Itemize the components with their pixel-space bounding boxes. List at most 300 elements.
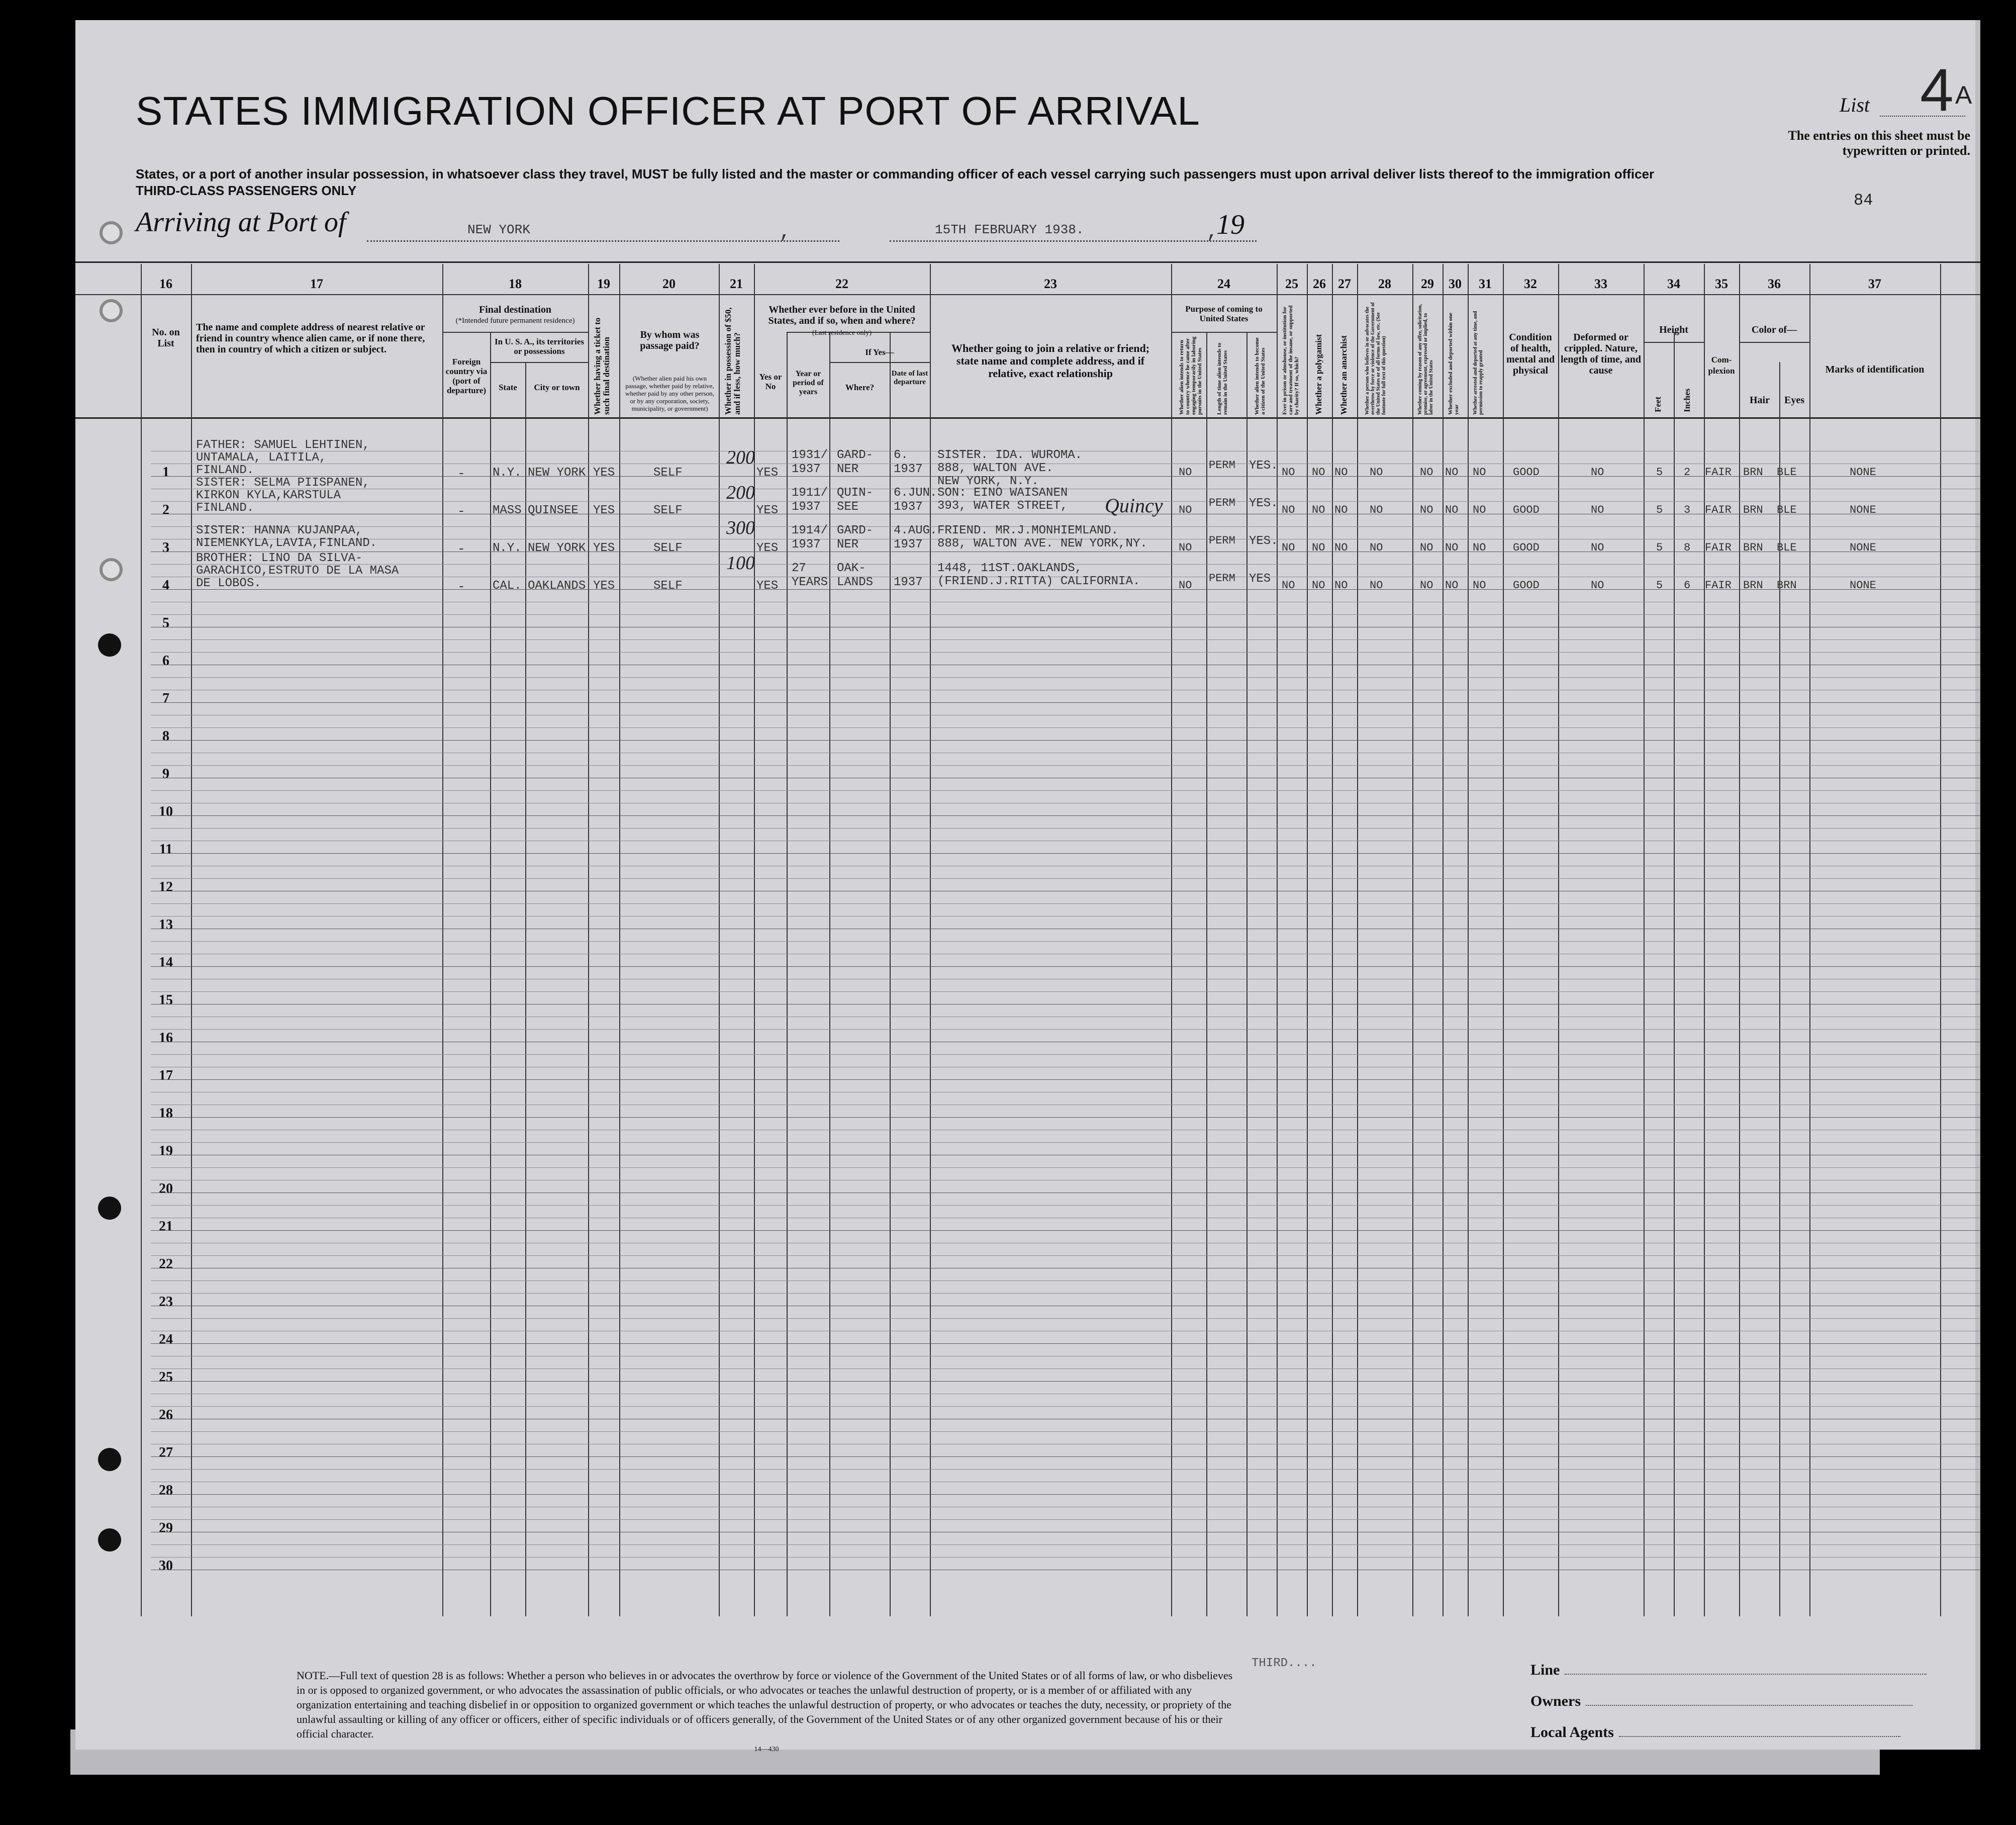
row-number: 12 [159, 879, 173, 895]
subheader-rule [490, 362, 588, 363]
binder-hole [98, 1528, 121, 1552]
prison: NO [1282, 579, 1295, 592]
where: GARD- [837, 524, 874, 537]
purpose-citizen: YES. [1249, 534, 1278, 548]
col-number: 22 [835, 277, 848, 291]
col-rule [1246, 332, 1247, 1616]
purpose-length: PERM [1209, 534, 1235, 547]
row-number: 11 [159, 842, 173, 857]
handwritten-amount-3: 300 [726, 517, 755, 538]
header-bottom-rule [75, 417, 1980, 419]
ruling-line [151, 1318, 1980, 1319]
col-number: 31 [1479, 277, 1492, 291]
year-period: 1937 [792, 463, 821, 476]
where: GARD- [837, 448, 874, 462]
header-purpose-a: Whether alien intends to return to country whence he came after engaging temporarily in laboring pursuits in the United States [1179, 336, 1203, 415]
ticket: YES [593, 541, 615, 555]
deformed: NO [1591, 466, 1604, 479]
purpose-citizen: YES. [1249, 459, 1278, 473]
row-number: 28 [159, 1483, 173, 1498]
header-possession-50: Whether in possession of $50, and if less, how much? [723, 307, 742, 415]
row-number: 3 [162, 540, 169, 556]
where: QUIN- [837, 486, 874, 500]
foreign-country: - [457, 504, 465, 519]
col-rule [442, 264, 443, 1616]
relative-line: FINLAND. [196, 464, 254, 477]
foreign-country: - [457, 466, 465, 481]
prison: NO [1282, 504, 1295, 516]
list-number: 4 [1920, 56, 1954, 124]
binder-hole [98, 1197, 121, 1220]
offer: NO [1420, 466, 1433, 479]
table-top-rule [75, 261, 1980, 263]
col-number: 27 [1338, 277, 1351, 291]
ruling-line [151, 903, 1980, 904]
ruling-line [151, 740, 1980, 741]
relative-line: BROTHER: LINO DA SILVA- [196, 552, 363, 565]
handwritten-amount-4: 100 [726, 553, 755, 574]
binder-hole [98, 1448, 121, 1471]
header-purpose-c: Whether alien intends to become a citizen of the United States [1254, 337, 1266, 415]
ever-before: YES [756, 466, 779, 480]
purpose-return: NO [1179, 541, 1192, 554]
row-number: 21 [159, 1219, 173, 1234]
purpose-citizen: YES. [1249, 497, 1278, 510]
ruling-line [151, 727, 1980, 728]
where: NER [837, 463, 859, 476]
feet: 5 [1656, 541, 1663, 554]
col-number: 32 [1524, 277, 1537, 291]
hair: BRN [1743, 466, 1763, 479]
year-period: 27 [792, 562, 806, 575]
state: CAL. [493, 579, 522, 593]
row-number: 18 [159, 1106, 173, 1121]
class-stamp: THIRD.... [1252, 1657, 1317, 1670]
join-relative: 1448, 11ST.OAKLANDS, [937, 562, 1083, 575]
column-number-rule [75, 294, 1980, 295]
header-condition: Condition of health, mental and physical [1506, 332, 1555, 376]
date-departure: 4.AUG. [894, 524, 937, 537]
date-departure: 6.JUN. [894, 486, 937, 500]
ruling-line [151, 1054, 1980, 1055]
purpose-return: NO [1179, 579, 1192, 592]
sheet-number: 84 [1854, 191, 1873, 210]
ruling-line [151, 1343, 1980, 1344]
feet: 5 [1656, 466, 1663, 479]
ruling-line [151, 828, 1980, 829]
feet: 5 [1656, 504, 1663, 516]
polygamist: NO [1312, 541, 1325, 554]
row-number: 30 [159, 1558, 173, 1574]
purpose-length: PERM [1209, 459, 1235, 472]
eyes: BLE [1777, 504, 1797, 516]
col-number: 24 [1217, 277, 1230, 291]
col-number: 25 [1285, 277, 1298, 291]
header-year-period: Year or period of years [793, 370, 824, 396]
header-purpose: Purpose of coming to United States [1185, 304, 1263, 323]
ruling-line [151, 1142, 1980, 1143]
relative-line: SISTER: HANNA KUJANPAA, [196, 524, 363, 537]
marks: NONE [1850, 466, 1876, 479]
header-ticket: Whether having a ticket to such final destination [593, 317, 611, 415]
header-prison: Ever in prison or almshouse, or institution for care and treatment of the insane, or supported by charity? If so, which? [1282, 305, 1300, 415]
join-relative: SISTER. IDA. WUROMA. [937, 448, 1083, 462]
col-number: 19 [597, 277, 610, 291]
ruling-line [151, 1167, 1980, 1168]
header-city: City or town [534, 383, 580, 392]
marks: NONE [1850, 541, 1876, 554]
binder-ring [100, 299, 123, 322]
join-relative: 888, WALTON AVE. [937, 462, 1053, 475]
header-anarchist: Whether an anarchist [1339, 335, 1349, 415]
footer-agents-label: Local Agents [1530, 1724, 1614, 1741]
ruling-line [151, 991, 1980, 992]
col-number: 20 [662, 277, 676, 291]
complexion: FAIR [1705, 579, 1732, 592]
join-relative: NEW YORK, N.Y. [937, 475, 1039, 488]
city: NEW YORK [528, 466, 586, 480]
col-number: 30 [1449, 277, 1462, 291]
subtitle [136, 166, 1744, 199]
ruling-line [151, 1557, 1980, 1558]
ruling-line [151, 1456, 1980, 1457]
deported: NO [1473, 579, 1486, 592]
col-rule [1443, 264, 1444, 1616]
col-number: 23 [1044, 277, 1057, 291]
header-passage-note: (Whether alien paid his own passage, whether paid by relative, whether paid by any other person, or by any corporation, society, municipality, or government) [625, 375, 714, 412]
col-rule [588, 264, 589, 1616]
subheader-rule [829, 362, 930, 363]
ruling-line [151, 1079, 1980, 1080]
year-period: 1937 [792, 538, 821, 552]
ever-before: YES [756, 541, 779, 555]
col-rule [525, 362, 526, 1616]
col-rule [1332, 264, 1333, 1616]
final-destination-title: Final destination [479, 304, 551, 315]
year-period: 1937 [792, 500, 821, 514]
relative-line: FATHER: SAMUEL LEHTINEN, [196, 438, 370, 452]
date-departure: 1937 [894, 538, 923, 552]
offer: NO [1420, 504, 1433, 516]
col-rule [619, 264, 620, 1616]
anarchist: NO [1334, 504, 1348, 516]
eyes: BRN [1777, 579, 1797, 592]
excluded: NO [1445, 541, 1459, 554]
join-relative: (FRIEND.J.RITTA) CALIFORNIA. [937, 575, 1140, 588]
relative-line: NIEMENKYLA,LAVIA,FINLAND. [196, 536, 377, 550]
header-height: Height [1659, 324, 1688, 335]
header-final-destination [445, 304, 586, 326]
binder-ring [100, 221, 123, 244]
col-number: 18 [509, 277, 522, 291]
excluded: NO [1445, 466, 1459, 479]
health: GOOD [1513, 504, 1540, 516]
header-passage-paid: By whom was passage paid? [640, 329, 700, 351]
manifest-sheet [75, 20, 1980, 1753]
row-number: 7 [162, 691, 169, 706]
where: OAK- [837, 562, 866, 575]
deported: NO [1473, 504, 1486, 516]
header-nearest-relative: The name and complete address of nearest relative or friend in country whence alien came, or if none there, then in country of which a citizen or subject. [196, 322, 425, 355]
purpose-length: PERM [1209, 497, 1235, 509]
header-state: State [499, 383, 517, 392]
date-departure: 1937 [894, 576, 923, 589]
overthrow: NO [1370, 541, 1383, 554]
header-last-residence: (Last residence only) [812, 329, 872, 337]
col-number: 33 [1594, 277, 1607, 291]
relative-line: GARACHICO,ESTRUTO DE LA MASA [196, 564, 399, 578]
col-number: 34 [1667, 277, 1680, 291]
ruling-line [151, 1469, 1980, 1470]
ruling-line [151, 941, 1980, 942]
col-rule [141, 264, 142, 1616]
row-number: 10 [159, 804, 173, 819]
subheader-rule [1739, 342, 1809, 343]
anarchist: NO [1334, 579, 1348, 592]
passage-paid: SELF [653, 466, 683, 480]
col-number: 29 [1421, 277, 1434, 291]
header-where: Where? [845, 383, 875, 392]
deformed: NO [1591, 579, 1604, 592]
ruling-line [151, 1381, 1980, 1382]
header-inches: Inches [1682, 388, 1692, 412]
year-period: YEARS [792, 576, 828, 589]
excluded: NO [1445, 579, 1459, 592]
ruling-line [151, 1230, 1980, 1231]
marks: NONE [1850, 504, 1876, 516]
where: LANDS [837, 576, 874, 589]
col-rule [787, 332, 788, 1616]
eyes: BLE [1777, 541, 1797, 554]
arrival-date: 15TH FEBRUARY 1938. [935, 222, 1084, 237]
header-foreign-country: Foreign country via (port of departure) [445, 357, 488, 395]
header-overthrow: Whether a person who believes in or advocates the overthrow by force or violence of the Government of the United States or of all forms of law, etc. (See footnote for full text of this question) [1365, 302, 1387, 415]
ruling-line [151, 652, 1980, 653]
header-polygamist: Whether a polygamist [1314, 334, 1323, 415]
year-period: 1914/ [792, 524, 828, 537]
date-departure: 1937 [894, 463, 923, 476]
list-label: List [1840, 94, 1870, 116]
subheader-rule [1644, 342, 1704, 343]
purpose-return: NO [1179, 466, 1192, 479]
col-rule [1468, 264, 1469, 1616]
purpose-citizen: YES [1249, 572, 1271, 586]
deformed: NO [1591, 541, 1604, 554]
col-rule [1206, 332, 1207, 1616]
ruling-line [151, 878, 1980, 879]
row-number: 4 [162, 578, 169, 593]
footer-owners [1530, 1693, 1927, 1724]
binder-ring [100, 558, 123, 581]
foreign-country: - [457, 579, 465, 594]
col-rule [1644, 264, 1645, 1616]
ruling-line [151, 1205, 1980, 1206]
hair: BRN [1743, 504, 1763, 516]
col-number: 21 [730, 277, 743, 291]
polygamist: NO [1312, 579, 1325, 592]
col-rule [1171, 264, 1172, 1616]
city: OAKLANDS [528, 579, 586, 593]
ruling-line [151, 916, 1980, 917]
col-rule [890, 332, 891, 1616]
inches: 8 [1684, 541, 1691, 554]
header-coming-by-offer: Whether coming by reason of any offer, solicitation, promise, or agreement, expressed or implied, to labor in the United States [1417, 304, 1434, 415]
footer-agents [1530, 1724, 1927, 1755]
marks: NONE [1850, 579, 1876, 592]
handwritten-quincy: Quincy [1105, 494, 1163, 517]
ruling-line [151, 1494, 1980, 1495]
header-if-yes: If Yes— [865, 347, 894, 357]
col-rule [1558, 264, 1559, 1616]
ticket: YES [593, 579, 615, 593]
row-number: 20 [159, 1181, 173, 1197]
health: GOOD [1513, 579, 1540, 592]
subtitle-instructions: States, or a port of another insular possession, in whatsoever class they travel, MUST be fully listed and the master or commanding officer of each vessel carrying such passengers must upon arrival deliver lists thereof to the immigration officer [136, 166, 1655, 181]
footnote [297, 1668, 1236, 1757]
ruling-line [151, 966, 1980, 967]
port-line [367, 240, 839, 242]
passage-paid: SELF [653, 579, 683, 593]
join-relative: FRIEND. MR.J.MONHIEMLAND. [937, 524, 1119, 537]
complexion: FAIR [1705, 466, 1732, 479]
join-relative: 393, WATER STREET, [937, 499, 1068, 513]
overthrow: NO [1370, 579, 1383, 592]
footer-line-label: Line [1530, 1662, 1560, 1678]
arriving-label: Arriving at Port of [136, 207, 346, 238]
relative-line: KIRKON KYLA,KARSTULA [196, 489, 341, 502]
comma-2: , [1206, 221, 1219, 244]
row-number: 25 [159, 1370, 173, 1385]
header-hair: Hair [1750, 395, 1770, 406]
relative-line: FINLAND. [196, 501, 254, 515]
row-number: 13 [159, 917, 173, 933]
row-number: 27 [159, 1445, 173, 1461]
list-note: The entries on this sheet must be typewritten or printed. [1788, 128, 1970, 158]
complexion: FAIR [1705, 504, 1732, 516]
header-color-of: Color of— [1751, 324, 1797, 335]
purpose-length: PERM [1209, 572, 1235, 585]
ruling-line [151, 1293, 1980, 1294]
year-prefix: 19 [1216, 209, 1244, 240]
footer-line-field [1565, 1674, 1927, 1675]
form-number: 14—430 [754, 1746, 779, 1753]
binder-hole [98, 633, 121, 657]
row-number: 24 [159, 1332, 173, 1347]
row-number: 2 [162, 502, 169, 518]
header-in-usa: In U. S. A., its territories or possessions [494, 337, 584, 356]
passage-paid: SELF [653, 541, 683, 555]
date-departure: 6. [894, 448, 908, 462]
ruling-line [151, 1544, 1980, 1545]
row-number: 22 [159, 1256, 173, 1272]
footer-agents-field [1619, 1736, 1900, 1737]
row-number: 19 [159, 1143, 173, 1159]
subtitle-class: THIRD-CLASS PASSENGERS ONLY [136, 183, 357, 198]
year-period: 1911/ [792, 486, 828, 500]
col-rule [490, 332, 491, 1616]
subheader-rule [1171, 332, 1277, 333]
ruling-line [151, 1519, 1980, 1520]
ruling-line [151, 614, 1980, 615]
ruling-line [151, 853, 1980, 854]
excluded: NO [1445, 504, 1459, 516]
hair: BRN [1743, 579, 1763, 592]
col-number: 36 [1768, 277, 1781, 291]
inches: 6 [1684, 579, 1691, 592]
inches: 3 [1684, 504, 1691, 516]
polygamist: NO [1312, 466, 1325, 479]
row-number: 6 [162, 653, 169, 669]
col-rule [1809, 264, 1810, 1616]
header-no-on-list: No. on List [152, 327, 180, 349]
date-departure: 1937 [894, 500, 923, 514]
ruling-line [151, 1406, 1980, 1407]
row-number: 17 [159, 1068, 173, 1083]
col-rule [1503, 264, 1504, 1616]
header-complexion: Com-plexion [1708, 355, 1735, 376]
header-purpose-b: Length of time alien intends to remain in the United States [1216, 342, 1228, 415]
ruling-line [151, 1431, 1980, 1432]
footer-line [1530, 1662, 1927, 1693]
header-date-departure: Date of last departure [891, 370, 928, 386]
prison: NO [1282, 541, 1295, 554]
header-feet: Feet [1653, 396, 1663, 412]
col-rule [719, 264, 720, 1616]
footer-fields [1530, 1662, 1927, 1755]
overthrow: NO [1370, 466, 1383, 479]
subheader-rule [442, 332, 588, 333]
comma-1: , [779, 221, 792, 244]
ruling-line [151, 765, 1980, 766]
header-ever-before: Whether ever before in the United States, and if so, when and where? [768, 304, 916, 326]
overthrow: NO [1370, 504, 1383, 516]
state: N.Y. [493, 466, 522, 480]
header-excluded: Whether excluded and deported within one year [1448, 312, 1460, 415]
feet: 5 [1656, 579, 1663, 592]
handwritten-amount-1: 200 [726, 447, 755, 468]
ever-before: YES [756, 504, 779, 517]
passage-paid: SELF [653, 504, 683, 517]
ruling-line [151, 1255, 1980, 1256]
footer-owners-label: Owners [1530, 1693, 1581, 1709]
col-number: 17 [310, 277, 323, 291]
list-letter: A [1955, 81, 1972, 109]
offer: NO [1420, 579, 1433, 592]
deported: NO [1473, 541, 1486, 554]
where: SEE [837, 500, 859, 514]
col-rule [1739, 264, 1740, 1616]
row-number: 8 [162, 728, 169, 744]
row-number: 5 [162, 615, 169, 631]
page-title: STATES IMMIGRATION OFFICER AT PORT OF ARRIVAL [136, 88, 1200, 133]
col-rule [1307, 264, 1308, 1616]
prison: NO [1282, 466, 1295, 479]
row-number: 16 [159, 1030, 173, 1046]
join-relative: SON: EINO WAISANEN [937, 486, 1068, 500]
city: NEW YORK [528, 541, 586, 555]
header-yes-or-no: Yes or No [759, 372, 782, 391]
polygamist: NO [1312, 504, 1325, 516]
col-number: 26 [1313, 277, 1326, 291]
handwritten-amount-2: 200 [726, 482, 755, 503]
col-rule [1940, 264, 1941, 1616]
col-rule [930, 264, 931, 1616]
ticket: YES [593, 504, 615, 517]
header-deported: Whether arrested and deported at any time, and permission to reapply granted [1473, 311, 1484, 415]
col-number: 16 [159, 277, 172, 291]
anarchist: NO [1334, 466, 1348, 479]
ruling-line [151, 1117, 1980, 1118]
